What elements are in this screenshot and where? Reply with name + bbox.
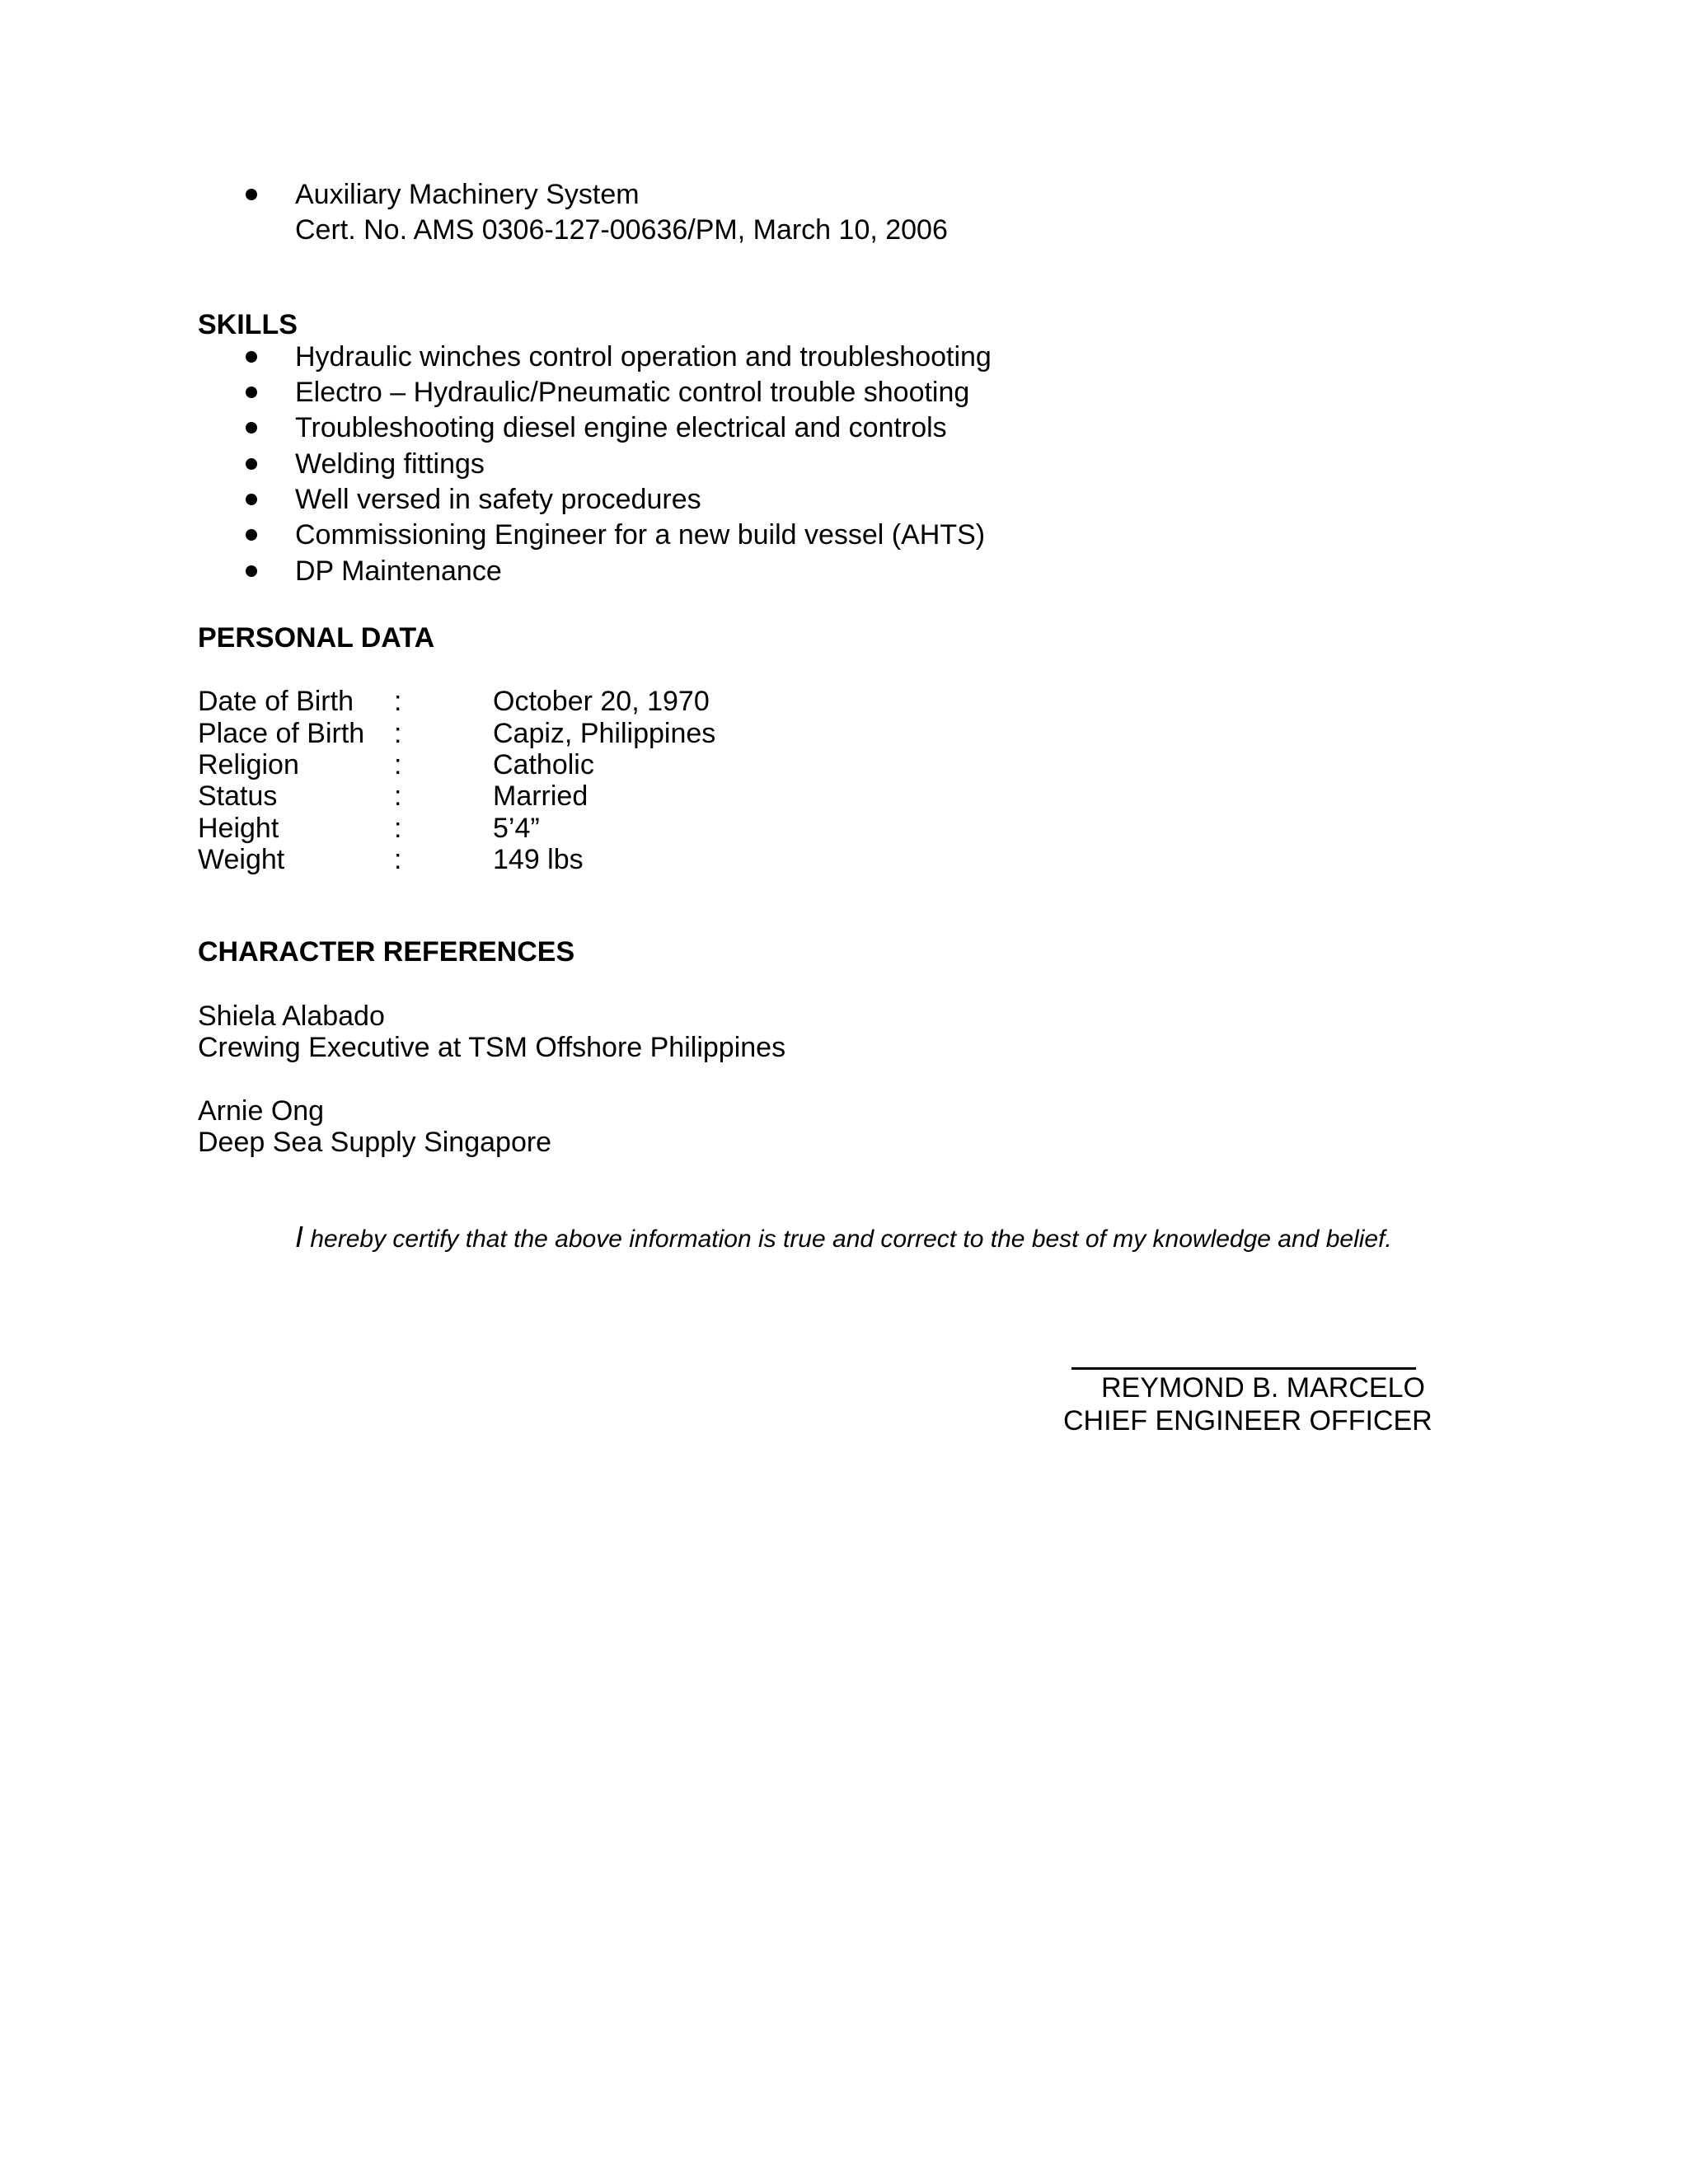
personal-data-label: Height xyxy=(198,813,279,844)
personal-data-value: October 20, 1970 xyxy=(493,686,710,717)
personal-data-label: Religion xyxy=(198,749,299,780)
personal-data-separator: : xyxy=(394,844,402,875)
personal-data-label: Status xyxy=(198,780,278,812)
skill-item: Electro – Hydraulic/Pneumatic control trouble shooting xyxy=(295,377,970,408)
personal-data-value: Catholic xyxy=(493,749,594,780)
skill-item: Hydraulic winches control operation and troubleshooting xyxy=(295,341,992,373)
bullet-icon xyxy=(246,529,257,541)
reference-position: Crewing Executive at TSM Offshore Philippines xyxy=(198,1032,786,1063)
skill-item: Well versed in safety procedures xyxy=(295,484,701,515)
statement-first-letter: I xyxy=(295,1220,304,1254)
signature-line xyxy=(1071,1367,1416,1370)
skill-item: Troubleshooting diesel engine electrical and controls xyxy=(295,412,947,443)
personal-data-label: Place of Birth xyxy=(198,718,365,749)
cert-name: Auxiliary Machinery System xyxy=(295,179,640,210)
personal-data-separator: : xyxy=(394,686,402,717)
skill-item: DP Maintenance xyxy=(295,555,502,587)
personal-data-separator: : xyxy=(394,718,402,749)
reference-name: Shiela Alabado xyxy=(198,1001,385,1032)
personal-data-label: Date of Birth xyxy=(198,686,354,717)
bullet-icon xyxy=(246,351,257,363)
bullet-icon xyxy=(246,458,257,470)
personal-data-separator: : xyxy=(394,780,402,812)
cert-detail: Cert. No. AMS 0306-127-00636/PM, March 10, 2006 xyxy=(295,214,948,246)
certification-statement xyxy=(295,1222,1392,1252)
personal-data-separator: : xyxy=(394,749,402,780)
signatory-title: CHIEF ENGINEER OFFICER xyxy=(1063,1405,1432,1436)
personal-data-separator: : xyxy=(394,813,402,844)
reference-name: Arnie Ong xyxy=(198,1095,325,1127)
bullet-icon xyxy=(246,565,257,577)
statement-text: hereby certify that the above information is true and correct to the best of my knowledge and belief. xyxy=(303,1226,1392,1253)
bullet-icon xyxy=(246,494,257,505)
skills-heading: SKILLS xyxy=(198,309,298,340)
personal-data-value: 149 lbs xyxy=(493,844,584,875)
personal-data-value: Capiz, Philippines xyxy=(493,718,716,749)
personal-data-heading: PERSONAL DATA xyxy=(198,622,435,654)
personal-data-value: Married xyxy=(493,780,588,812)
skill-item: Welding fittings xyxy=(295,448,485,480)
reference-position: Deep Sea Supply Singapore xyxy=(198,1127,552,1158)
bullet-icon xyxy=(246,422,257,434)
bullet-icon xyxy=(246,387,257,398)
personal-data-value: 5’4” xyxy=(493,813,540,844)
signatory-name: REYMOND B. MARCELO xyxy=(1101,1372,1425,1404)
bullet-icon xyxy=(246,189,257,200)
references-heading: CHARACTER REFERENCES xyxy=(198,936,575,968)
skill-item: Commissioning Engineer for a new build vessel (AHTS) xyxy=(295,519,986,551)
personal-data-label: Weight xyxy=(198,844,285,875)
